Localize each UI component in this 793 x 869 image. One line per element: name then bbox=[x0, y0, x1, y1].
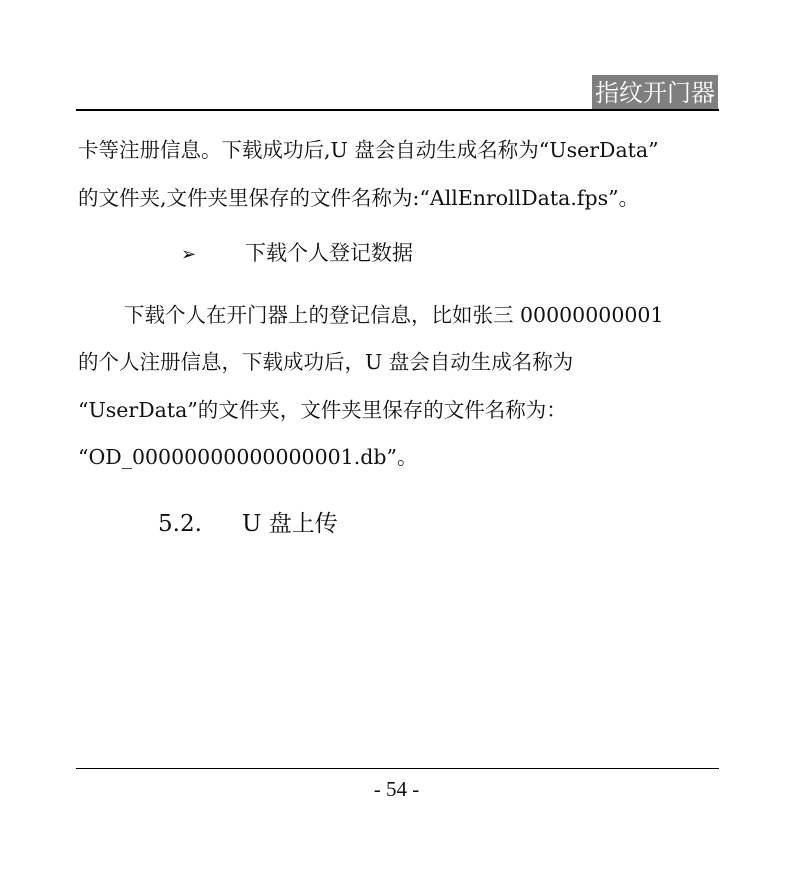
paragraph-line: 的文件夹,文件夹里保存的文件名称为:“AllEnrollData.fps”。 bbox=[78, 186, 640, 210]
page-number: - 54 - bbox=[373, 777, 420, 801]
section-number: 5.2. bbox=[158, 511, 202, 537]
section-title: U 盘上传 bbox=[242, 511, 338, 537]
paragraph-line: 卡等注册信息。下载成功后,U 盘会自动生成名称为“UserData” bbox=[78, 138, 659, 162]
paragraph-line: 下载个人在开门器上的登记信息，比如张三 00000000001 bbox=[124, 303, 664, 327]
paragraph-line: 的个人注册信息，下载成功后，U 盘会自动生成名称为 bbox=[78, 350, 574, 374]
header-rule bbox=[76, 109, 719, 111]
arrow-bullet-icon: ➢ bbox=[181, 244, 197, 265]
paragraph-line: “OD_00000000000000001.db”。 bbox=[78, 445, 418, 469]
section-heading bbox=[158, 508, 338, 540]
subheading: 下载个人登记数据 bbox=[245, 241, 413, 265]
footer-rule bbox=[76, 768, 719, 769]
document-header-title: 指纹开门器 bbox=[592, 75, 718, 111]
paragraph-line: “UserData”的文件夹，文件夹里保存的文件名称为： bbox=[78, 398, 567, 422]
